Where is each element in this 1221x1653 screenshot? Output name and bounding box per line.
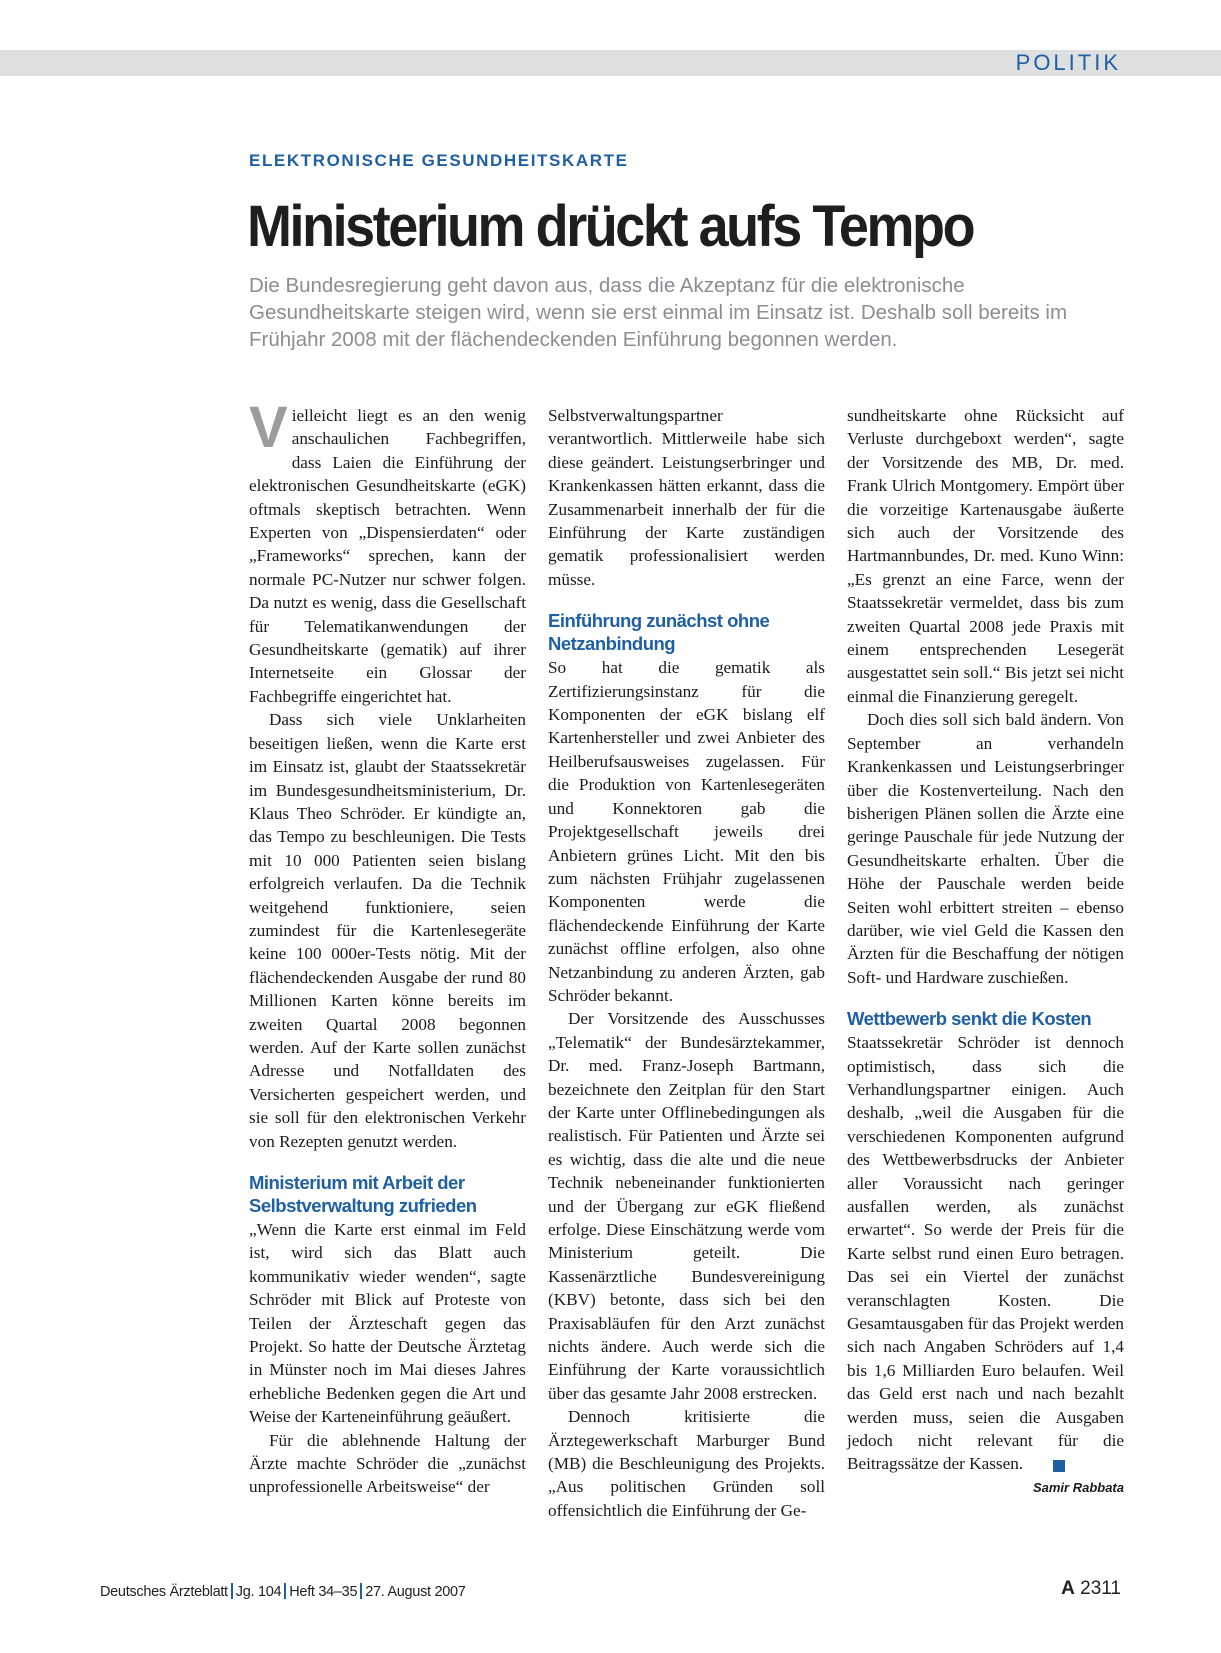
body-paragraph: Der Vorsitzende des Ausschusses „Telematik“ der Bundesärztekammer, Dr. med. Franz-Joseph Bartmann, bezeichnete den Zeitplan für den Start der Karte unter Offlinebedingungen als realistisch. Für Patienten und Ärzte sei es wichtig, dass die alte und die neue Technik nebeneinander funktionierten und der Übergang zur eGK fließend erfolge. Diese Einschätzung werde vom Ministerium geteilt. Die Kassenärztliche Bundesvereinigung (KBV) betonte, dass sich bei den Praxisabläufen für den Arzt zunächst nichts ändere. Auch werde sich die Einführung der Karte voraussichtlich über das gesamte Jahr 2008 erstrecken. — [548, 1009, 825, 1403]
article-kicker: ELEKTRONISCHE GESUNDHEITSKARTE — [249, 151, 629, 170]
article-column-1 — [249, 395, 526, 1499]
footer-journal: Deutsches Ärzteblatt — [100, 1584, 228, 1600]
article-lead: Die Bundesregierung geht davon aus, dass die Akzeptanz für die elektronische Gesundheitskarte steigen wird, wenn sie erst einmal im Einsatz ist. Deshalb soll bereits im Frühjahr 2008 mit der flächendeckenden Einführung begonnen werden. — [249, 274, 1068, 351]
footer-issue: Heft 34–35 — [289, 1584, 358, 1600]
article-column-2 — [548, 404, 825, 1522]
article-column-3 — [847, 404, 1124, 1498]
body-paragraph: Staatssekretär Schröder ist dennoch optimistisch, dass sich die Verhandlungspartner einigen. Auch deshalb, „weil die Ausgaben für die verschiedenen Komponenten aufgrund des Wettbewerbsdrucks der Anbieter aller Voraussicht nach geringer ausfallen werden, als zunächst erwartet“. So werde der Preis für die Karte selbst rund einen Euro betragen. Das sei ein Viertel der zunächst veranschlagten Kosten. Die Gesamtausgaben für das Projekt werden sich nach Angaben Schröders auf 1,4 bis 1,6 Milliarden Euro belaufen. Weil das Geld erst nach und nach bezahlt werden muss, seien die Ausgaben jedoch nicht relevant für die Beitragssätze der Kassen. — [847, 1033, 1124, 1474]
body-paragraph: Selbstverwaltungspartner verantwortlich. Mittlerweile habe sich diese geändert. Leistungserbringer und Krankenkassen hätten erkannt, dass die Zusammenarbeit innerhalb der für die Einführung der Karte zuständigen gematik professionalisiert werden müsse. — [548, 406, 825, 589]
page-prefix: A — [1061, 1578, 1075, 1599]
body-paragraph: So hat die gematik als Zertifizierungsinstanz für die Komponenten der eGK bislang elf Kartenhersteller und zwei Anbieter des Heilberufsausweises zugelassen. Für die Produktion von Kartenlesegeräten und Konnektoren gab die Projektgesellschaft jeweils drei Anbietern grünes Licht. Mit den bis zum nächsten Frühjahr zugelassenen Komponenten werde die flächendeckende Einführung der Karte zunächst offline erfolgen, also ohne Netzanbindung zu anderen Ärzten, gab Schröder bekannt. — [548, 658, 825, 1005]
article-headline: Ministerium drückt aufs Tempo — [247, 194, 974, 259]
body-paragraph: sundheitskarte ohne Rücksicht auf Verluste durchgeboxt werden“, sagte der Vorsitzende des MB, Dr. med. Frank Ulrich Montgomery. Empört über die vorzeitige Kartenausgabe äußerte sich auch der Vorsitzende des Hartmannbundes, Dr. med. Kuno Winn: „Es grenzt an eine Farce, wenn der Staatssekretär vermeldet, dass bis zum zweiten Quartal 2008 jede Praxis mit einem entsprechenden Lesegerät ausgestattet sein soll.“ Bis jetzt sei nicht einmal die Finanzierung geregelt. — [847, 406, 1124, 706]
body-paragraph: Für die ablehnende Haltung der Ärzte machte Schröder die „zunächst unprofessionelle Arbeitsweise“ der — [249, 1430, 526, 1497]
subheading: Ministerium mit Arbeit der Selbstverwaltung zufrieden — [249, 1172, 477, 1216]
body-paragraph: Vielleicht liegt es an den wenig anschaulichen Fachbegriffen, dass Laien die Einführung der elektronischen Gesundheitskarte (eGK) oftmals skeptisch betrachten. Wenn Experten von „Dispensierdaten“ oder „Frameworks“ sprechen, kann der normale PC-Nutzer nur schwer folgen. Da nutzt es wenig, dass die Gesellschaft für Telematikanwendungen der Gesundheitskarte (gematik) auf ihrer Internetseite ein Glossar der Fachbegriffe eingerichtet hat. — [249, 395, 526, 706]
body-paragraph: Dennoch kritisierte die Ärztegewerkschaft Marburger Bund (MB) die Beschleunigung des Projekts. „Aus politischen Gründen soll offensichtlich die Einführung der Ge- — [548, 1407, 825, 1520]
page-number-value: 2311 — [1080, 1578, 1121, 1599]
page-footer — [100, 1583, 466, 1600]
footer-volume: Jg. 104 — [235, 1584, 282, 1600]
body-paragraph: Dass sich viele Unklarheiten beseitigen ließen, wenn die Karte erst im Einsatz ist, glaubt der Staatssekretär im Bundesgesundheitsministerium, Dr. Klaus Theo Schröder. Er kündigte an, das Tempo zu beschleunigen. Die Tests mit 10 000 Patienten seien bislang erfolgreich verlaufen. Da die Technik weitgehend funktioniere, seien zumindest für die Kartenlesegeräte keine 100 000er-Tests nötig. Mit der flächendeckenden Ausgabe der rund 80 Millionen Karten könne bereits im zweiten Quartal 2008 begonnen werden. Auf der Karte sollen zunächst Adresse und Notfalldaten des Versicherten gespeichert werden, und sie soll für den elektronischen Verkehr von Rezepten genutzt werden. — [249, 710, 526, 1151]
footer-divider — [231, 1583, 233, 1599]
footer-date: 27. August 2007 — [365, 1584, 466, 1600]
body-paragraph: „Wenn die Karte erst einmal im Feld ist, wird sich das Blatt auch kommunikativ wieder wenden“, sagte Schröder mit Blick auf Proteste von Teilen der Ärzteschaft gegen das Projekt. So hatte der Deutsche Ärztetag in Münster noch im Mai dieses Jahres erhebliche Bedenken gegen die Art und Weise der Karteneinführung geäußert. — [249, 1220, 526, 1427]
section-label: POLITIK — [1015, 50, 1121, 75]
end-of-article-square-icon — [1053, 1460, 1065, 1472]
body-paragraph: Doch dies soll sich bald ändern. Von September an verhandeln Krankenkassen und Leistungserbringer über die Kostenverteilung. Nach den bisherigen Plänen sollen die Ärzte eine geringe Pauschale für jede Nutzung der Gesundheitskarte erhalten. Über die Höhe der Pauschale werden beide Seiten wohl erbittert streiten – ebenso darüber, wie viel Geld die Kassen den Ärzten für die Beschaffung der nötigen Soft- und Hardware zuschießen. — [847, 710, 1124, 987]
drop-cap: V — [249, 395, 288, 460]
author-byline: Samir Rabbata — [1032, 1479, 1124, 1495]
subheading: Wettbewerb senkt die Kosten — [847, 1008, 1092, 1030]
subheading: Einführung zunächst ohne Netzanbindung — [548, 610, 770, 655]
page-number — [1061, 1578, 1121, 1600]
footer-divider — [360, 1583, 362, 1599]
footer-divider — [284, 1583, 286, 1599]
